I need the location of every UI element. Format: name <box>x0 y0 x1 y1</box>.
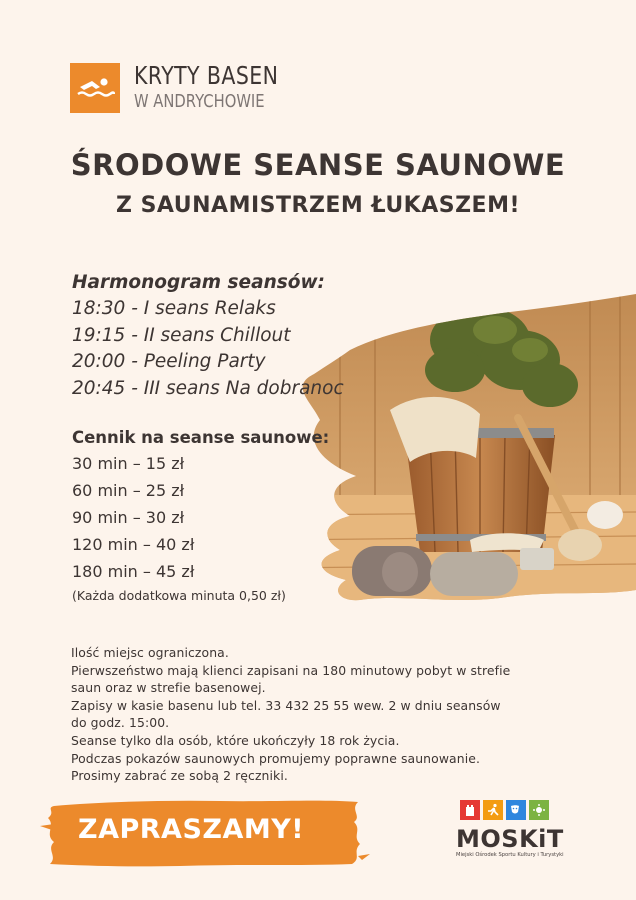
info-line: Podczas pokazów saunowych promujemy poprawne saunowanie. <box>71 750 481 766</box>
info-line: Ilość miejsc ograniczona. <box>71 645 229 660</box>
info-section <box>71 644 583 785</box>
info-line: saun oraz w strefie basenowej. <box>71 680 266 696</box>
price-item: 90 min – 30 zł <box>72 508 185 527</box>
schedule-heading: Harmonogram seansów: <box>72 272 325 293</box>
info-line: Pierwszeństwo mają klienci zapisani na 180 minutowy pobyt w strefie <box>71 662 511 678</box>
price-item: 120 min – 40 zł <box>72 535 195 554</box>
price-list <box>72 426 329 607</box>
runner-icon <box>483 800 503 820</box>
price-item: 30 min – 15 zł <box>72 454 185 473</box>
price-item: 180 min – 45 zł <box>72 562 195 581</box>
schedule-section <box>72 270 344 402</box>
info-line: do godz. 15:00. <box>71 715 170 731</box>
schedule-item: 20:45 - III seans Na dobranoc <box>72 377 344 399</box>
sun-icon <box>529 800 549 820</box>
schedule-item: 20:00 - Peeling Party <box>72 351 266 372</box>
theater-masks-icon <box>506 800 526 820</box>
page-subtitle: Z SAUNAMISTRZEM ŁUKASZEM! <box>115 193 521 218</box>
info-line: Zapisy w kasie basenu lub tel. 33 432 25 55 wew. 2 w dniu seansów <box>71 697 501 713</box>
moskit-name: MOSKiT <box>456 825 564 853</box>
moskit-subtitle: Miejski Ośrodek Sportu Kultury i Turystyki <box>456 852 564 858</box>
price-heading: Cennik na seanse saunowe: <box>72 428 330 447</box>
page-title: ŚRODOWE SEANSE SAUNOWE <box>70 148 566 182</box>
tower-icon <box>460 800 480 820</box>
cta-label: ZAPRASZAMY! <box>78 814 305 845</box>
moskit-logo <box>456 800 582 858</box>
logo-subtitle: W ANDRYCHOWIE <box>134 91 265 112</box>
swimmer-icon <box>70 63 120 113</box>
info-line: Prosimy zabrać ze sobą 2 ręczniki. <box>71 768 288 784</box>
pool-logo <box>70 62 310 114</box>
schedule-item: 19:15 - II seans Chillout <box>72 324 291 346</box>
price-item: 60 min – 25 zł <box>72 481 185 500</box>
price-note: (Każda dodatkowa minuta 0,50 zł) <box>72 588 286 603</box>
schedule-item: 18:30 - I seans Relaks <box>72 298 276 319</box>
logo-title: KRYTY BASEN <box>134 61 279 90</box>
info-line: Seanse tylko dla osób, które ukończyły 18 rok życia. <box>71 732 400 748</box>
cta-banner <box>40 796 370 868</box>
